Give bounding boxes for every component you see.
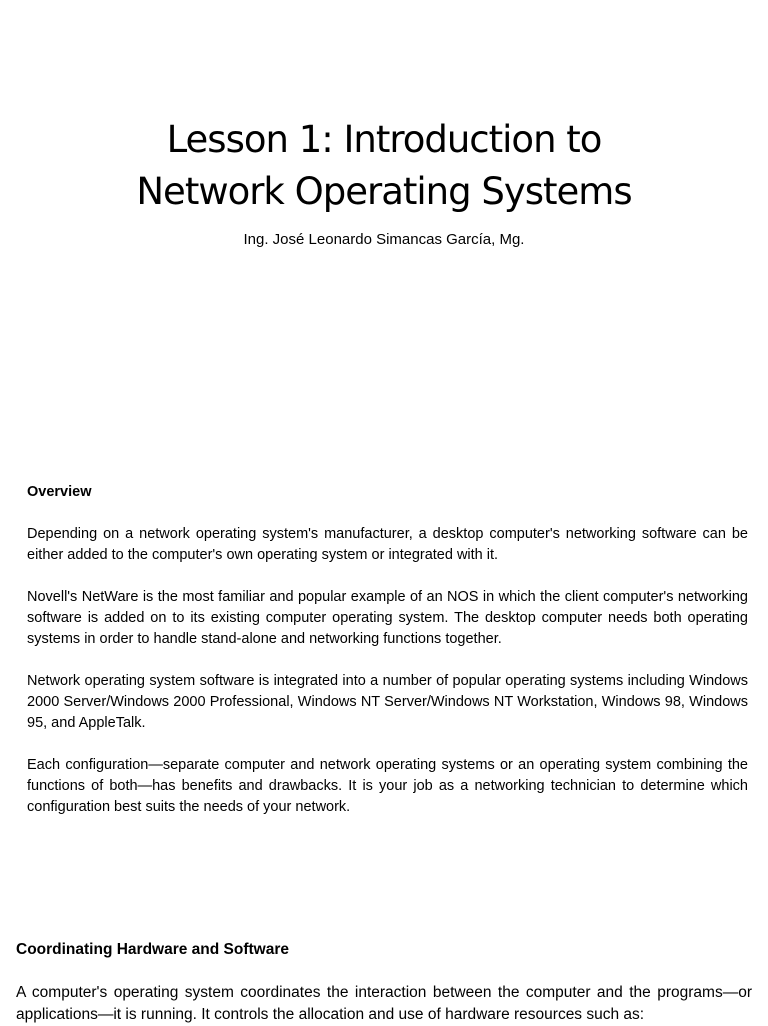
slide-title	[0, 114, 768, 218]
coordinating-heading: Coordinating Hardware and Software	[16, 941, 290, 958]
coordinating-section	[16, 939, 752, 1026]
overview-heading: Overview	[27, 484, 92, 500]
overview-paragraph-2: Novell's NetWare is the most familiar and popular example of an NOS in which the client computer's networking software is added on to its existing computer operating system. The desktop computer needs both operating systems in order to handle stand-alone and networking functions together.	[27, 589, 748, 647]
overview-paragraph-4: Each configuration—separate computer and network operating systems or an operating system combining the functions of both—has benefits and drawbacks. It is your job as a networking technician to determine which configuration best suits the needs of your network.	[27, 757, 748, 815]
overview-paragraph-3: Network operating system software is integrated into a number of popular operating systems including Windows 2000 Server/Windows 2000 Professional, Windows NT Server/Windows NT Workstation, Windows 98, Windows 95, and AppleTalk.	[27, 673, 748, 731]
overview-section	[27, 482, 748, 839]
coordinating-paragraph: A computer's operating system coordinates the interaction between the computer and the programs—or applications—it is running. It controls the allocation and use of hardware resources such as:	[16, 984, 752, 1023]
slide-title-line-2: Network Operating Systems	[136, 170, 632, 213]
slide-title-line-1: Lesson 1: Introduction to	[166, 118, 602, 161]
overview-paragraph-1: Depending on a network operating system's manufacturer, a desktop computer's networking software can be either added to the computer's own operating system or integrated with it.	[27, 526, 748, 563]
author-byline: Ing. José Leonardo Simancas García, Mg.	[243, 231, 525, 248]
